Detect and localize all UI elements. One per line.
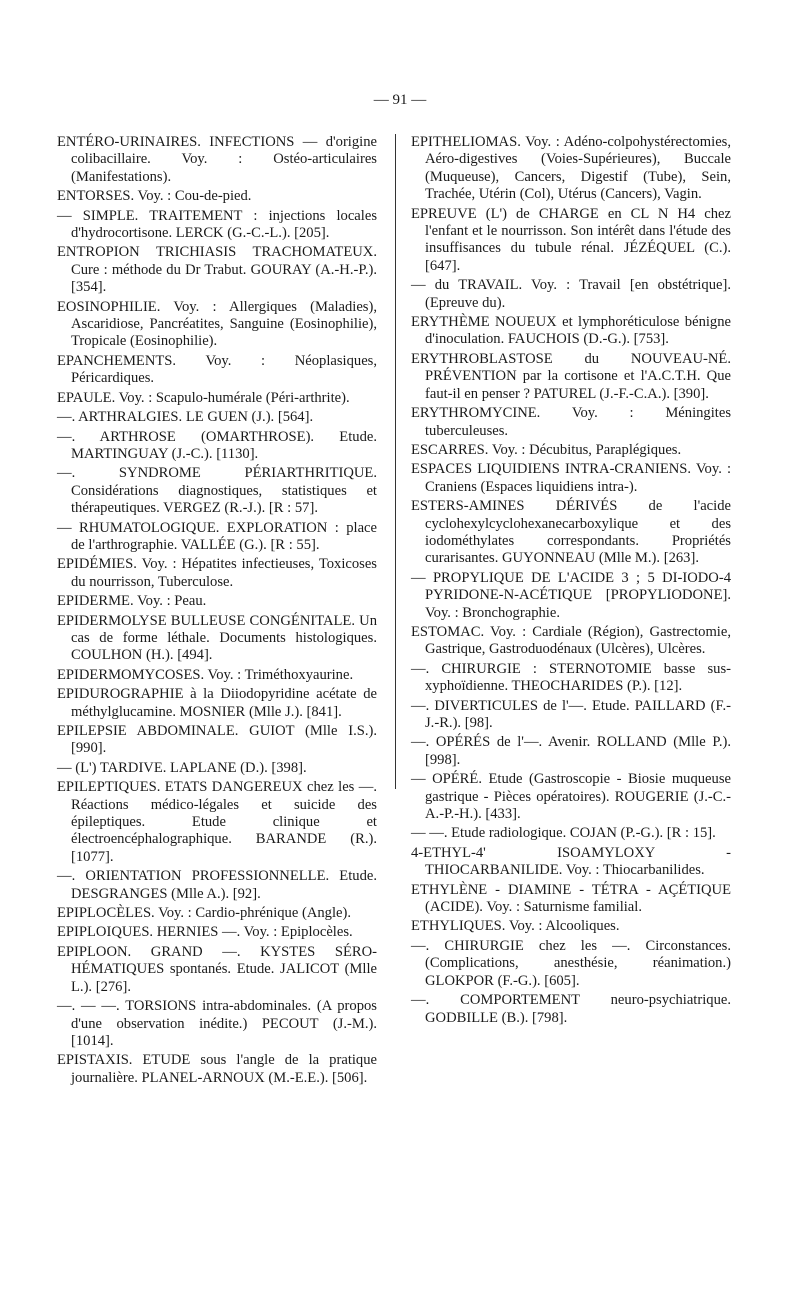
index-entry: EOSINOPHILIE. Voy. : Allergiques (Maladies), Ascaridiose, Pancréatites, Sanguine (Eosinophilie), Tropicale (Eosinophilie). bbox=[57, 298, 377, 350]
column-divider bbox=[395, 134, 396, 789]
index-entry: EPIDERMOMYCOSES. Voy. : Triméthoxyaurine. bbox=[57, 666, 354, 683]
index-entry: —. CHIRURGIE : STERNOTOMIE basse sus-xyphoïdienne. THEOCHARIDES (P.). [12]. bbox=[411, 660, 731, 695]
index-entry: —. DIVERTICULES de l'—. Etude. PAILLARD (F.-J.-R.). [98]. bbox=[411, 697, 731, 731]
index-entry: ENTORSES. Voy. : Cou-de-pied. bbox=[57, 188, 252, 205]
index-entry: EPIDÉMIES. Voy. : Hépatites infectieuses, Toxicoses du nourrisson, Tuberculose. bbox=[57, 556, 377, 590]
index-entry: —. ORIENTATION PROFESSIONNELLE. Etude. DESGRANGES (Mlle A.). [92]. bbox=[57, 868, 377, 902]
index-entry: EPIPLOCÈLES. Voy. : Cardio-phrénique (Angle). bbox=[57, 905, 352, 922]
index-entry: EPILEPSIE ABDOMINALE. GUIOT (Mlle I.S.). [990]. bbox=[57, 723, 377, 757]
index-entry: EPIDUROGRAPHIE à la Diiodopyridine acétate de méthylglucamine. MOSNIER (Mlle J.). [841]. bbox=[57, 686, 377, 720]
index-entry: 4-ETHYL-4' ISOAMYLOXY - THIOCARBANILIDE. Voy. : Thiocarbanilides. bbox=[411, 844, 731, 879]
index-entry: —. SYNDROME PÉRIARTHRITIQUE. Considérations diagnostiques, statistiques et thérapeutiques. VERGEZ (R.-J.). [R : 57]. bbox=[57, 465, 377, 517]
index-entry: — OPÉRÉ. Etude (Gastroscopie - Biosie muqueuse gastrique - Pièces opératoires). ROUGERIE (J.-C.-A.-P.-H.). [433]. bbox=[411, 771, 731, 823]
index-entry: —. COMPORTEMENT neuro-psychiatrique. GODBILLE (B.). [798]. bbox=[411, 992, 731, 1026]
index-entry: EPAULE. Voy. : Scapulo-humérale (Péri-arthrite). bbox=[57, 389, 350, 406]
index-entry: — PROPYLIQUE DE L'ACIDE 3 ; 5 DI-IODO-4 PYRIDONE-N-ACÉTIQUE [PROPYLIODONE]. Voy. : Bronchographie. bbox=[411, 569, 731, 621]
index-entry: —. ARTHRALGIES. LE GUEN (J.). [564]. bbox=[57, 409, 314, 426]
index-entry: ESCARRES. Voy. : Décubitus, Paraplégiques. bbox=[411, 441, 682, 458]
index-entry: — (L') TARDIVE. LAPLANE (D.). [398]. bbox=[57, 759, 307, 776]
index-entry: EPILEPTIQUES. ETATS DANGEREUX chez les —. Réactions médico-légales et suicide des épileptiques. Etude clinique et électroencéphalographique. BARANDE (R.). [1077]. bbox=[57, 779, 377, 865]
index-entry: EPIDERMOLYSE BULLEUSE CONGÉNITALE. Un cas de forme léthale. Documents histologiques. COULHON (H.). [494]. bbox=[57, 612, 377, 664]
index-entry: ERYTHROBLASTOSE du NOUVEAU-NÉ. PRÉVENTION par la cortisone et l'A.C.T.H. Que faut-il en penser ? PATUREL (J.-F.-C.A.). [390]. bbox=[411, 350, 731, 402]
index-entry: ERYTHROMYCINE. Voy. : Méningites tuberculeuses. bbox=[411, 405, 731, 439]
index-entry: — du TRAVAIL. Voy. : Travail [en obstétrique]. (Epreuve du). bbox=[411, 277, 731, 311]
right-column bbox=[411, 134, 731, 1029]
index-entry: — —. Etude radiologique. COJAN (P.-G.). [R : 15]. bbox=[411, 825, 716, 842]
index-entry: EPISTAXIS. ETUDE sous l'angle de la pratique journalière. PLANEL-ARNOUX (M.-E.E.). [506]. bbox=[57, 1052, 377, 1086]
index-entry: EPIPLOON. GRAND —. KYSTES SÉRO-HÉMATIQUES spontanés. Etude. JALICOT (Mlle L.). [276]. bbox=[57, 943, 377, 995]
index-entry: EPIDERME. Voy. : Peau. bbox=[57, 593, 207, 610]
left-column bbox=[57, 134, 377, 1089]
index-entry: ESPACES LIQUIDIENS INTRA-CRANIENS. Voy. : Craniens (Espaces liquidiens intra-). bbox=[411, 461, 731, 495]
index-entry: —. OPÉRÉS de l'—. Avenir. ROLLAND (Mlle P.). [998]. bbox=[411, 734, 731, 768]
index-entry: EPANCHEMENTS. Voy. : Néoplasiques, Péricardiques. bbox=[57, 352, 377, 387]
index-entry: ESTERS-AMINES DÉRIVÉS de l'acide cyclohexylcyclohexanecarboxylique et des iodométhylates correspondants. Propriétés curarisantes. GUYONNEAU (Mlle M.). [263]. bbox=[411, 498, 731, 567]
page-number: — 91 — bbox=[373, 92, 427, 108]
index-entry: ENTÉRO-URINAIRES. INFECTIONS — d'origine colibacillaire. Voy. : Ostéo-articulaires (Manifestations). bbox=[57, 134, 377, 185]
index-entry: ERYTHÈME NOUEUX et lymphoréticulose bénigne d'inoculation. FAUCHOIS (D.-G.). [753]. bbox=[411, 314, 731, 348]
index-entry: —. CHIRURGIE chez les —. Circonstances. (Complications, anesthésie, réanimation.) GLOKPOR (F.-G.). [605]. bbox=[411, 937, 731, 989]
index-entry: —. — —. TORSIONS intra-abdominales. (A propos d'une observation inédite.) PECOUT (J.-M.). [1014]. bbox=[57, 998, 377, 1049]
index-entry: ETHYLÈNE - DIAMINE - TÉTRA - AÇÉTIQUE (ACIDE). Voy. : Saturnisme familial. bbox=[411, 881, 731, 916]
index-entry: ETHYLIQUES. Voy. : Alcooliques. bbox=[411, 918, 620, 935]
index-entry: — SIMPLE. TRAITEMENT : injections locales d'hydrocortisone. LERCK (G.-C.-L.). [205]. bbox=[57, 207, 377, 242]
index-entry: ENTROPION TRICHIASIS TRACHOMATEUX. Cure : méthode du Dr Trabut. GOURAY (A.-H.-P.). [354]. bbox=[57, 244, 377, 296]
index-entry: ESTOMAC. Voy. : Cardiale (Région), Gastrectomie, Gastrique, Gastroduodénaux (Ulcères), Ulcères. bbox=[411, 623, 731, 658]
index-entry: EPIPLOIQUES. HERNIES —. Voy. : Epiplocèles. bbox=[57, 924, 353, 941]
index-entry: EPREUVE (L') de CHARGE en CL N H4 chez l'enfant et le nourrisson. Son intérêt dans l'étude des insuffisances du tubule rénal. JÉZÉQUEL (C.). [647]. bbox=[411, 205, 731, 274]
index-entry: —. ARTHROSE (OMARTHROSE). Etude. MARTINGUAY (J.-C.). [1130]. bbox=[57, 428, 377, 462]
index-entry: EPITHELIOMAS. Voy. : Adéno-colpohystérectomies, Aéro-digestives (Voies-Supérieures), Buccale (Muqueuse), Cancers, Digestif (Tube), Sein, Trachée, Utérin (Col), Utérus (Cancers), Vagin. bbox=[411, 134, 731, 203]
index-entry: — RHUMATOLOGIQUE. EXPLORATION : place de l'arthrographie. VALLÉE (G.). [R : 55]. bbox=[57, 519, 377, 553]
